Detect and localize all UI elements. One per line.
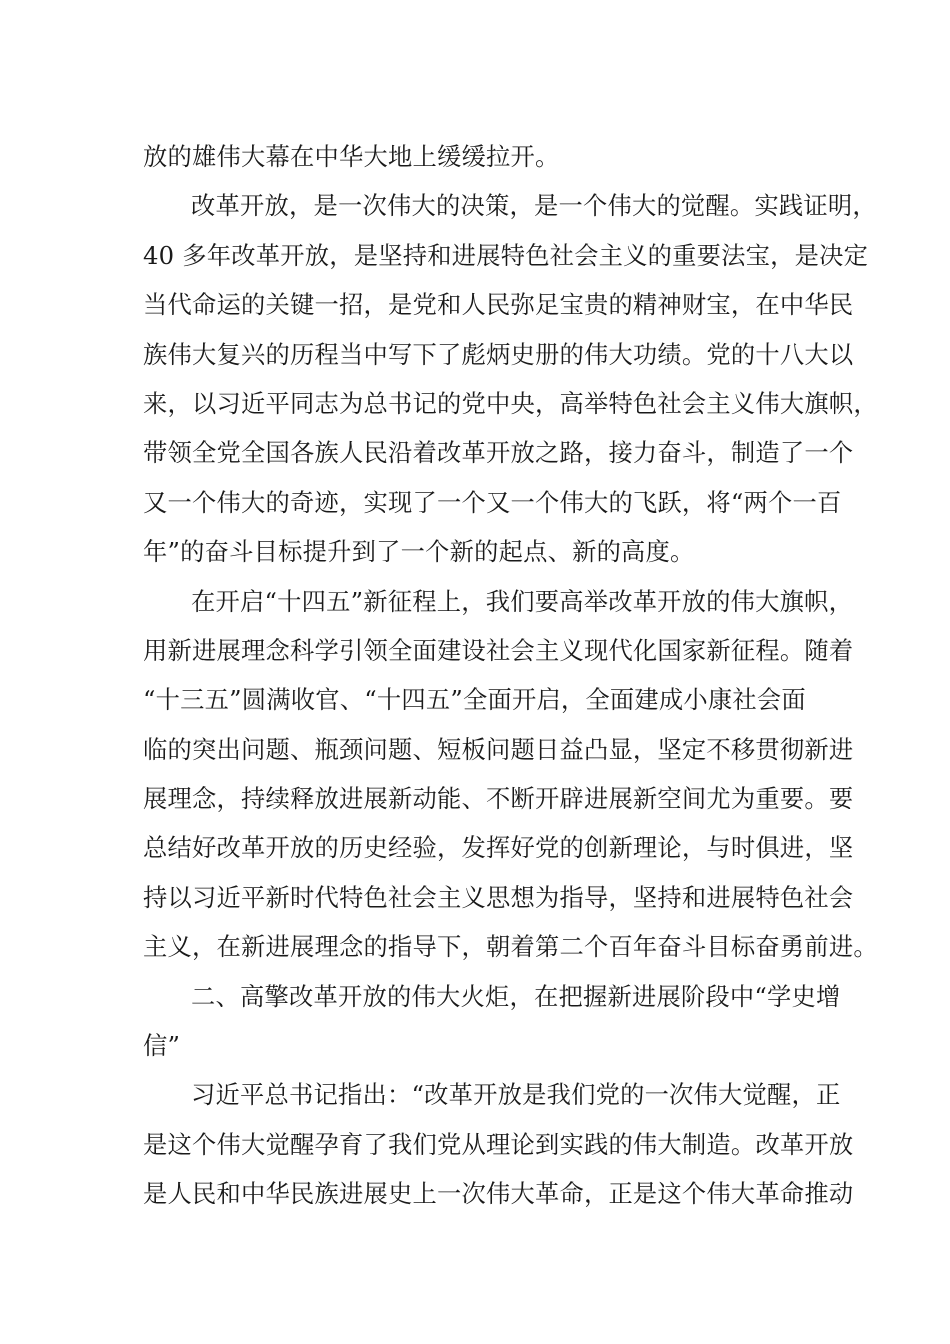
text-line-8: 又一个伟大的奇迹，实现了一个又一个伟大的飞跃，将“两个一百 [143,487,842,517]
text-line-1: 放的雄伟大幕在中华大地上缓缓拉开。 [143,142,560,171]
text-line-17: 主义，在新进展理念的指导下，朝着第二个百年奋斗目标奋勇前进。 [143,932,878,962]
text-line-6: 来，以习近平同志为总书记的党中央，高举特色社会主义伟大旗帜， [143,388,878,418]
text-line-12: “十三五”圆满收官、“十四五”全面开启，全面建成小康社会面 [143,685,806,715]
text-line-9: 年”的奋斗目标提升到了一个新的起点、新的高度。 [143,537,695,567]
text-line-3: 40 多年改革开放，是坚持和进展特色社会主义的重要法宝，是决定 [143,240,869,270]
section-heading-line-2: 信” [143,1031,181,1061]
text-line-10: 在开启“十四五”新征程上，我们要高举改革开放的伟大旗帜， [191,586,854,616]
text-line-4: 当代命运的关键一招，是党和人民弥足宝贵的精神财宝，在中华民 [143,290,854,320]
text-line-21: 是这个伟大觉醒孕育了我们党从理论到实践的伟大制造。改革开放 [143,1129,854,1159]
text-line-22: 是人民和中华民族进展史上一次伟大革命，正是这个伟大革命推动 [143,1179,854,1209]
text-line-5: 族伟大复兴的历程当中写下了彪炳史册的伟大功绩。党的十八大以 [143,339,854,369]
text-line-20: 习近平总书记指出：“改革开放是我们党的一次伟大觉醒，正 [191,1080,841,1110]
text-line-14: 展理念，持续释放进展新动能、不断开辟进展新空间尤为重要。要 [143,784,854,814]
text-line-13: 临的突出问题、瓶颈问题、短板问题日益凸显，坚定不移贯彻新进 [143,734,854,764]
text-line-15: 总结好改革开放的历史经验，发挥好党的创新理论，与时俱进，坚 [143,833,854,863]
text-line-7: 带领全党全国各族人民沿着改革开放之路，接力奋斗，制造了一个 [143,438,854,468]
text-line-2: 改革开放，是一次伟大的决策，是一个伟大的觉醒。实践证明， [191,191,877,221]
text-line-16: 持以习近平新时代特色社会主义思想为指导，坚持和进展特色社会 [143,882,854,912]
text-line-11: 用新进展理念科学引领全面建设社会主义现代化国家新征程。随着 [143,635,854,665]
section-heading-line-1: 二、高擎改革开放的伟大火炬，在把握新进展阶段中“学史增 [191,981,841,1011]
document-body-text [143,132,878,1219]
